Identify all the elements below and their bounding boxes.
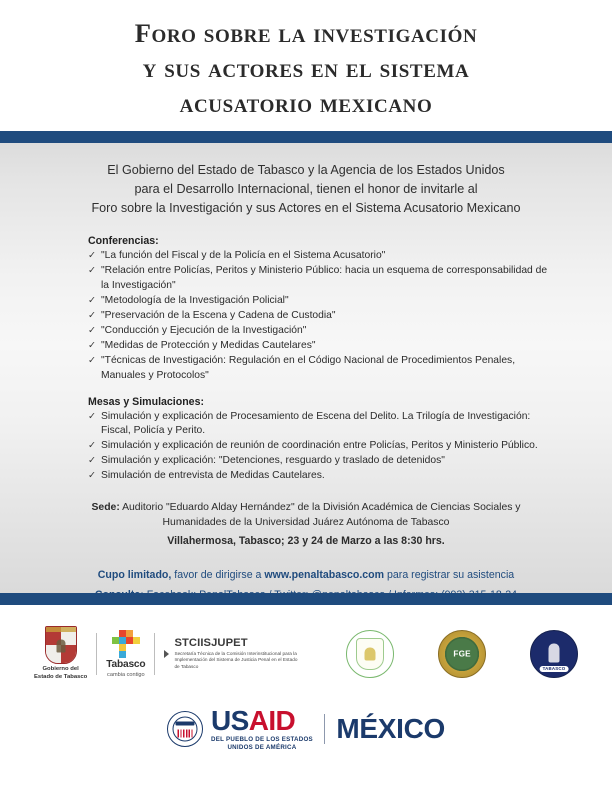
tabasco-t-icon [111,630,141,658]
gobierno-label-line-1: Gobierno del [42,666,79,673]
invitation-line-2: para el Desarrollo Internacional, tienen el honor de invitarle al [134,182,478,197]
usaid-seal-bar [176,721,195,725]
ujat-emblem [356,638,384,670]
venue-city-date: Villahermosa, Tabasco; 23 y 24 de Marzo a las 8:30 hrs. [167,534,445,547]
list-item-label: Simulación y explicación de reunión de coordinación entre Policías, Peritos y Ministerio Público. [101,440,538,452]
invitation-line-1: El Gobierno del Estado de Tabasco y la Agencia de los Estados Unidos [107,162,505,177]
usaid-word [211,704,313,736]
check-icon: ✓ [88,250,97,262]
list-item [88,454,552,469]
check-icon: ✓ [88,410,97,422]
list-item [88,264,552,293]
t-pixel [126,637,133,644]
list-item [88,354,552,383]
usaid-word-aid: AID [248,704,296,736]
shield-figure-icon [56,640,65,653]
list-item-label: Simulación de entrevista de Medidas Cautelares. [101,470,325,482]
list-item-label: "Técnicas de Investigación: Regulación en el Código Nacional de Procedimientos Penales, Manuales y Protocolos" [101,354,516,381]
registration-middle: favor de dirigirse a [171,569,265,582]
list-item-label: "Preservación de la Escena y Cadena de Custodia" [101,309,336,321]
officer-figure-icon [548,643,559,662]
usaid-tagline-line-1: DEL PUEBLO DE LOS ESTADOS [211,735,313,743]
tabasco-logo [106,630,145,677]
page-title-line-2: y sus actores en el sistema [142,52,470,83]
venue-block [0,500,612,549]
fge-seal-icon [438,630,486,678]
mesas-list [88,410,552,484]
usaid-divider [324,714,325,744]
list-item [88,309,552,324]
footer-logos [0,605,612,779]
registration-website-link[interactable]: www.penaltabasco.com [264,569,385,582]
venue-line-1: Auditorio "Eduardo Alday Hernández" de la División Académica de Ciencias Sociales y [119,501,521,513]
stcii-logo [164,637,302,671]
venue-label: Sede: [91,501,120,513]
stcii-acronym: STCIISJUPET [174,636,248,649]
list-item-label: "Conducción y Ejecución de la Investigación" [101,324,307,336]
logo-divider [154,633,155,675]
list-item [88,339,552,354]
program-lists [0,235,612,483]
registration-lead: Cupo limitado, [97,569,172,582]
t-pixel [126,630,133,637]
invitation-paragraph [0,161,612,218]
fge-seal-core [447,638,478,669]
fge-seal-label: FGE [453,649,471,659]
t-pixel [112,637,119,644]
heraldic-shield-icon [45,626,77,664]
list-item [88,324,552,339]
list-item-label: "Metodología de la Investigación Policial" [101,294,289,306]
seguridad-publica-ribbon-label: TABASCO [540,666,569,672]
usaid-logo [0,704,612,752]
logo-divider [96,633,97,675]
list-item-label: Simulación y explicación de Procesamiento de Escena del Delito. La Trilogía de Investigación: Fiscal, Policía y Perito. [101,410,531,437]
tabasco-wordmark: Tabasco [106,659,146,671]
t-pixel [119,651,126,658]
mexico-wordmark: MÉXICO [336,713,445,745]
contact-label: Consulta: [94,589,144,602]
usaid-seal-icon [167,711,203,747]
usaid-seal-stripes [178,730,193,738]
ujat-seal-icon [346,630,394,678]
t-pixel [133,637,140,644]
invitation-line-3: Foro sobre la Investigación y sus Actores en el Sistema Acusatorio Mexicano [91,201,521,216]
check-icon: ✓ [88,455,97,467]
list-item [88,439,552,454]
tabasco-slogan: cambia contigo [107,671,145,678]
header-divider-bar [0,131,612,143]
check-icon: ✓ [88,354,97,366]
content-panel [0,143,612,602]
title-block [0,0,612,131]
list-item [88,410,552,439]
crown-icon [46,627,76,632]
usaid-tagline-line-2: UNIDOS DE AMÉRICA [227,744,297,752]
arrow-icon [164,650,169,658]
check-icon: ✓ [88,339,97,351]
list-item [88,294,552,309]
t-pixel [119,637,126,644]
check-icon: ✓ [88,440,97,452]
t-pixel [119,630,126,637]
venue-line-2: Humanidades de la Universidad Juárez Autónoma de Tabasco [162,517,450,529]
page-title-line-3: acusatorio mexicano [179,87,433,118]
conferencias-list [88,249,552,383]
registration-tail: para registrar su asistencia [384,569,515,582]
gobierno-estado-logo [34,626,87,681]
section-spacer [88,384,552,396]
t-pixel [119,644,126,651]
list-item-label: "La función del Fiscal y de la Policía en el Sistema Acusatorio" [101,250,386,262]
check-icon: ✓ [88,324,97,336]
contact-value: Facebook: PenalTabasco / Twitter: @penaltabasco / Informes: (993) 315-18-24 [143,589,518,602]
stcii-subtitle: Secretaría Técnica de la Comisión Interinstitucional para la Implementación del Sistema de Justicia Penal en el Estado de Tabasco [174,650,298,670]
gobierno-tabasco-group [34,626,302,681]
check-icon: ✓ [88,309,97,321]
registration-line [0,565,612,585]
usaid-wordmark [211,704,313,752]
conferencias-heading: Conferencias: [88,235,159,248]
list-item-label: Simulación y explicación: "Detenciones, resguardo y traslado de detenidos" [101,455,445,467]
list-item [88,249,552,264]
sponsor-logo-row [0,605,612,689]
gobierno-label-line-2: Estado de Tabasco [34,673,88,680]
page-title-line-1: Foro sobre la investigación [134,18,478,48]
usaid-seal-inner [173,717,198,742]
list-item-label: "Medidas de Protección y Medidas Cautelares" [101,339,316,351]
check-icon: ✓ [88,294,97,306]
list-item-label: "Relación entre Policías, Peritos y Ministerio Público: hacia un esquema de corresponsabilidad de la Investigación" [101,265,548,291]
seguridad-publica-seal-icon [530,630,578,678]
mesas-heading: Mesas y Simulaciones: [88,395,204,408]
check-icon: ✓ [88,470,97,482]
list-item [88,469,552,484]
check-icon: ✓ [88,265,97,277]
usaid-word-us: US [211,704,249,736]
